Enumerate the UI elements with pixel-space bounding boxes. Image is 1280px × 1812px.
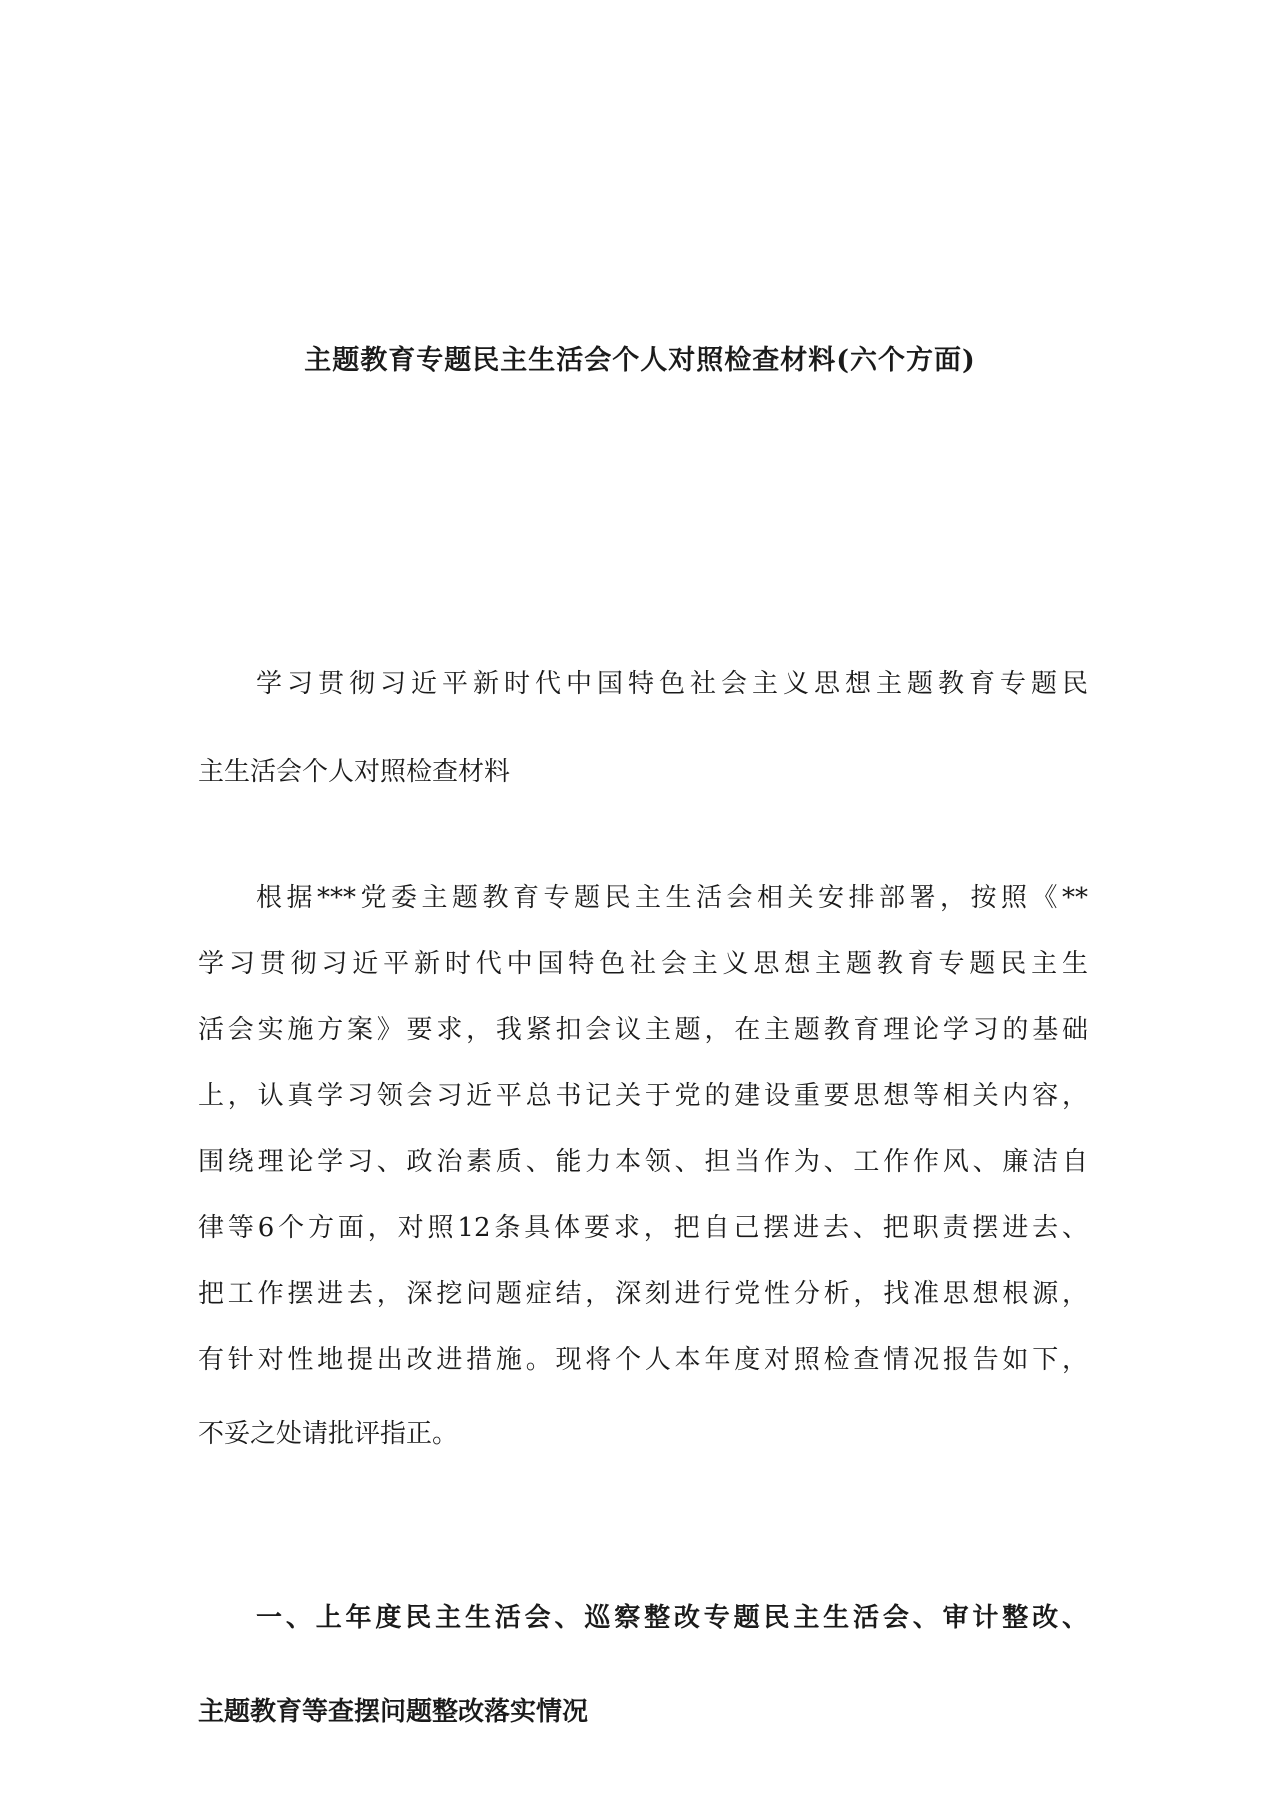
- intro-line: 律等6个方面，对照12条具体要求，把自己摆进去、把职责摆进去、: [198, 1213, 1088, 1243]
- intro-line: 把工作摆进去，深挖问题症结，深刻进行党性分析，找准思想根源，: [198, 1279, 1088, 1309]
- intro-line: 有针对性地提出改进措施。现将个人本年度对照检查情况报告如下，: [198, 1345, 1088, 1375]
- intro-line: 不妥之处请批评指正。: [198, 1419, 459, 1449]
- intro-line: 学习贯彻习近平新时代中国特色社会主义思想主题教育专题民主生: [198, 949, 1088, 979]
- document-title: 主题教育专题民主生活会个人对照检查材料(六个方面): [304, 345, 976, 376]
- intro-line: 活会实施方案》要求，我紧扣会议主题，在主题教育理论学习的基础: [198, 1015, 1088, 1045]
- section-heading-line: 一、上年度民主生活会、巡察整改专题民主生活会、审计整改、: [256, 1603, 1088, 1633]
- section-heading-line: 主题教育等查摆问题整改落实情况: [198, 1697, 589, 1727]
- intro-line: 根据***党委主题教育专题民主生活会相关安排部署，按照《**: [256, 883, 1088, 913]
- intro-line: 上，认真学习领会习近平总书记关于党的建设重要思想等相关内容，: [198, 1081, 1088, 1111]
- subtitle-line: 主生活会个人对照检查材料: [198, 757, 511, 787]
- subtitle-line: 学习贯彻习近平新时代中国特色社会主义思想主题教育专题民: [256, 669, 1088, 699]
- intro-line: 围绕理论学习、政治素质、能力本领、担当作为、工作作风、廉洁自: [198, 1147, 1088, 1177]
